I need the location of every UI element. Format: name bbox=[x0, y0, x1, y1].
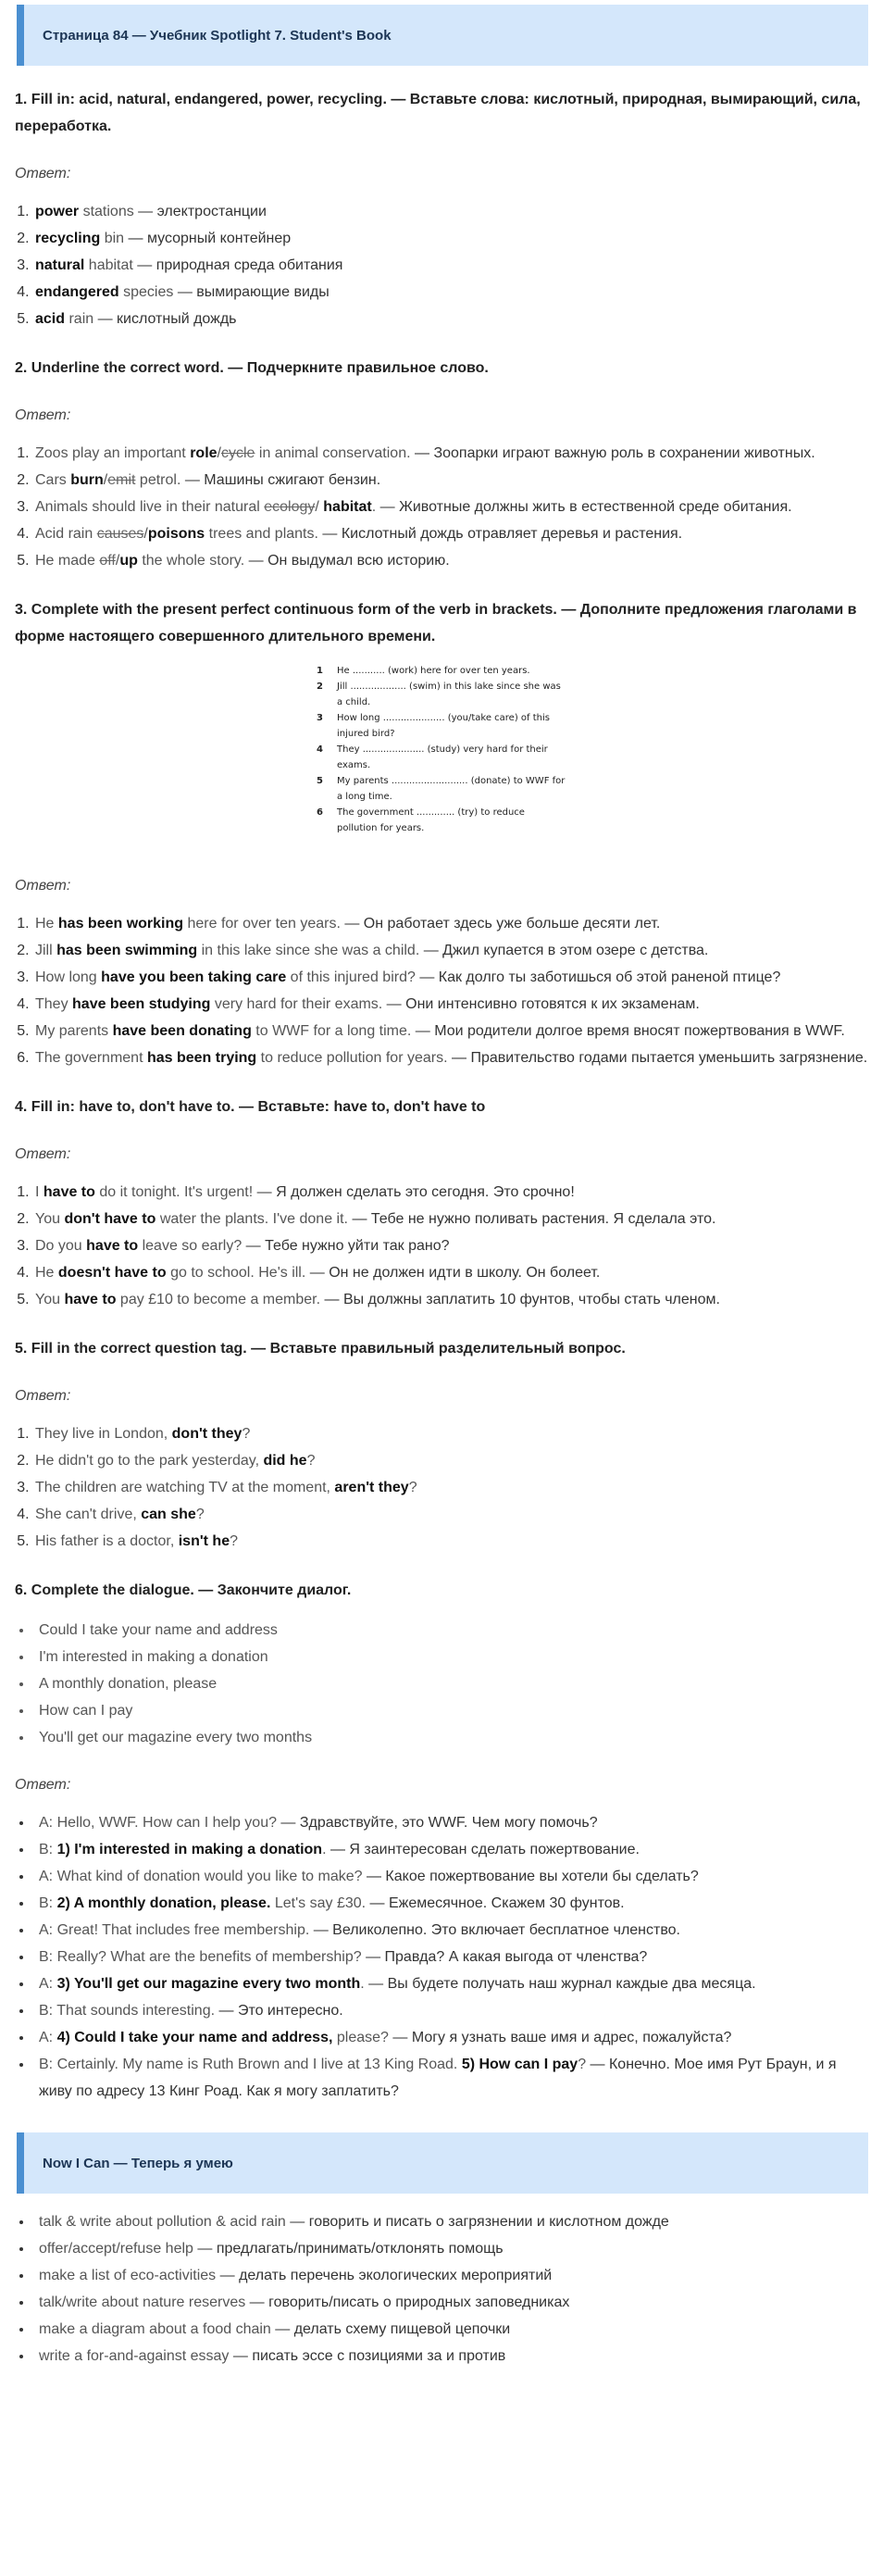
list-item: • write a for-and-against essay — писать эссе с позициями за и против bbox=[33, 2343, 868, 2370]
exercise-3-question: 3. Complete with the present perfect continuous form of the verb in brackets. — Дополните предложения глаголами в форме настоящего совершенного длительного времени. bbox=[15, 602, 857, 644]
list-item: • You'll get our magazine every two months bbox=[33, 1724, 868, 1751]
list-item: 3. How long have you been taking care of this injured bird? — Как долго ты заботишься об этой раненой птице? bbox=[33, 964, 868, 991]
exercise-item: 1 He ........... (work) here for over ten years. bbox=[317, 666, 530, 676]
dialogue-line: • B: Really? What are the benefits of membership? — Правда? А какая выгода от членства? bbox=[33, 1944, 868, 1970]
list-item: 5. acid rain — кислотный дождь bbox=[33, 306, 868, 332]
exercise-item: 3 How long ..................... (you/take care) of this injured bird? bbox=[317, 713, 550, 739]
list-item: 1. I have to do it tonight. It's urgent! — Я должен сделать это сегодня. Это срочно! bbox=[33, 1179, 868, 1206]
list-item: 3. The children are watching TV at the moment, aren't they? bbox=[33, 1474, 868, 1501]
list-item: • Could I take your name and address bbox=[33, 1617, 868, 1644]
list-item: 2. Jill has been swimming in this lake since she was a child. — Джил купается в этом озере с детства. bbox=[33, 937, 868, 964]
list-item: 1. power stations — электростанции bbox=[33, 198, 868, 225]
list-item: 6. The government has been trying to reduce pollution for years. — Правительство годами пытается уменьшить загрязнение. bbox=[33, 1044, 868, 1071]
page-title: Страница 84 — Учебник Spotlight 7. Student's Book bbox=[43, 27, 392, 44]
exercise-2-answer-label: Ответ: bbox=[15, 407, 71, 423]
page-header-banner bbox=[17, 5, 868, 66]
list-item: 2. He didn't go to the park yesterday, did he? bbox=[33, 1447, 868, 1474]
exercise-item: 6 The government ............. (try) to reduce pollution for years. bbox=[317, 807, 525, 833]
dialogue-line: • A: Hello, WWF. How can I help you? — Здравствуйте, это WWF. Чем могу помочь? bbox=[33, 1809, 868, 1836]
list-item: 5. My parents have been donating to WWF for a long time. — Мои родители долгое время вносят пожертвования в WWF. bbox=[33, 1018, 868, 1044]
list-item: 1. Zoos play an important role/cycle in animal conservation. — Зоопарки играют важную роль в сохранении животных. bbox=[33, 440, 868, 467]
exercise-4-answer-label: Ответ: bbox=[15, 1146, 71, 1162]
list-item: 4. endangered species — вымирающие виды bbox=[33, 279, 868, 306]
list-item: • make a list of eco-activities — делать перечень экологических мероприятий bbox=[33, 2262, 868, 2289]
list-item: • make a diagram about a food chain — делать схему пищевой цепочки bbox=[33, 2316, 868, 2343]
dialogue-line: • B: Certainly. My name is Ruth Brown and I live at 13 King Road. 5) How can I pay? — Конечно. Мое имя Рут Браун, и я живу по адресу 13 Кинг Роад. Как я могу заплатить? bbox=[33, 2051, 868, 2105]
exercise-4-question: 4. Fill in: have to, don't have to. — Вставьте: have to, don't have to bbox=[15, 1099, 486, 1115]
exercise-item: 4 They ..................... (study) very hard for their exams. bbox=[317, 744, 548, 770]
list-item: • talk & write about pollution & acid rain — говорить и писать о загрязнении и кислотном дожде bbox=[33, 2208, 868, 2235]
exercise-3-answers bbox=[15, 910, 868, 1071]
exercise-5-answer-label: Ответ: bbox=[15, 1388, 71, 1404]
list-item: • How can I pay bbox=[33, 1697, 868, 1724]
list-item: 3. natural habitat — природная среда обитания bbox=[33, 252, 868, 279]
exercise-6-answer-label: Ответ: bbox=[15, 1777, 71, 1793]
list-item: 5. He made off/up the whole story. — Он выдумал всю историю. bbox=[33, 547, 868, 574]
exercise-4-answers bbox=[15, 1179, 868, 1313]
dialogue-line: • A: Great! That includes free membership. — Великолепно. Это включает бесплатное членство. bbox=[33, 1917, 868, 1944]
list-item: • talk/write about nature reserves — говорить/писать о природных заповедниках bbox=[33, 2289, 868, 2316]
exercise-6-question: 6. Complete the dialogue. — Закончите диалог. bbox=[15, 1582, 352, 1598]
list-item: 1. They live in London, don't they? bbox=[33, 1420, 868, 1447]
exercise-6-dialogue bbox=[15, 1809, 868, 2105]
list-item: 1. He has been working here for over ten years. — Он работает здесь уже больше десяти лет. bbox=[33, 910, 868, 937]
exercise-item: 5 My parents .......................... (donate) to WWF for a long time. bbox=[317, 776, 566, 802]
exercise-1-answer-label: Ответ: bbox=[15, 166, 71, 181]
exercise-6-options bbox=[15, 1617, 868, 1751]
list-item: • I'm interested in making a donation bbox=[33, 1644, 868, 1670]
list-item: 5. His father is a doctor, isn't he? bbox=[33, 1528, 868, 1555]
exercise-3-image bbox=[317, 663, 566, 857]
now-i-can-list bbox=[15, 2208, 868, 2370]
dialogue-line: • B: 1) I'm interested in making a donation. — Я заинтересован сделать пожертвование. bbox=[33, 1836, 868, 1863]
dialogue-line: • A: 3) You'll get our magazine every two month. — Вы будете получать наш журнал каждые два месяца. bbox=[33, 1970, 868, 1997]
exercise-1-question: 1. Fill in: acid, natural, endangered, power, recycling. — Вставьте слова: кислотный, природная, вымирающий, сила, переработка. bbox=[15, 92, 861, 134]
exercise-3-answer-label: Ответ: bbox=[15, 878, 71, 894]
dialogue-line: • B: 2) A monthly donation, please. Let's say £30. — Ежемесячное. Скажем 30 фунтов. bbox=[33, 1890, 868, 1917]
list-item: 4. They have been studying very hard for their exams. — Они интенсивно готовятся к их экзаменам. bbox=[33, 991, 868, 1018]
bottom-spacer bbox=[15, 2370, 868, 2394]
dialogue-line: • B: That sounds interesting. — Это интересно. bbox=[33, 1997, 868, 2024]
list-item: 2. Cars burn/emit petrol. — Машины сжигают бензин. bbox=[33, 467, 868, 494]
list-item: 2. You don't have to water the plants. I've done it. — Тебе не нужно поливать растения. Я сделала это. bbox=[33, 1206, 868, 1232]
list-item: 2. recycling bin — мусорный контейнер bbox=[33, 225, 868, 252]
list-item: • A monthly donation, please bbox=[33, 1670, 868, 1697]
exercise-2-answers bbox=[15, 440, 868, 574]
exercise-5-question: 5. Fill in the correct question tag. — Вставьте правильный разделительный вопрос. bbox=[15, 1341, 626, 1357]
list-item: 3. Animals should live in their natural ecology/ habitat. — Животные должны жить в естественной среде обитания. bbox=[33, 494, 868, 520]
list-item: • offer/accept/refuse help — предлагать/принимать/отклонять помощь bbox=[33, 2235, 868, 2262]
list-item: 3. Do you have to leave so early? — Тебе нужно уйти так рано? bbox=[33, 1232, 868, 1259]
dialogue-line: • A: 4) Could I take your name and address, please? — Могу я узнать ваше имя и адрес, пожалуйста? bbox=[33, 2024, 868, 2051]
now-i-can-banner bbox=[17, 2132, 868, 2194]
exercise-2-question: 2. Underline the correct word. — Подчеркните правильное слово. bbox=[15, 360, 489, 376]
list-item: 4. He doesn't have to go to school. He's ill. — Он не должен идти в школу. Он болеет. bbox=[33, 1259, 868, 1286]
exercise-1-answers bbox=[15, 198, 868, 332]
list-item: 4. She can't drive, can she? bbox=[33, 1501, 868, 1528]
exercise-5-answers bbox=[15, 1420, 868, 1555]
list-item: 4. Acid rain causes/poisons trees and plants. — Кислотный дождь отравляет деревья и растения. bbox=[33, 520, 868, 547]
dialogue-line: • A: What kind of donation would you like to make? — Какое пожертвование вы хотели бы сделать? bbox=[33, 1863, 868, 1890]
exercise-item: 2 Jill ................... (swim) in this lake since she was a child. bbox=[317, 682, 561, 707]
section-title: Now I Can — Теперь я умею bbox=[43, 2155, 233, 2171]
list-item: 5. You have to pay £10 to become a member. — Вы должны заплатить 10 фунтов, чтобы стать членом. bbox=[33, 1286, 868, 1313]
